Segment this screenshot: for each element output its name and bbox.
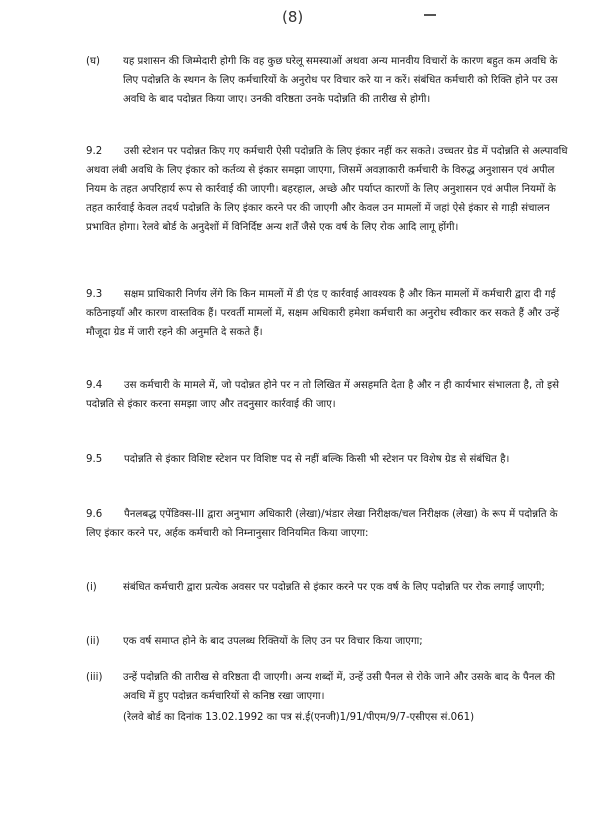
paragraph-number: 9.6 [86,509,103,520]
paragraph-text: सक्षम प्राधिकारी निर्णय लेंगे कि किन मामलों में डी एंड ए कार्रवाई आवश्यक है और किन मामलों में कर्मचारी द्वारा दी गई कठिनाइयाँ और कारण वास्तविक हैं। परवर्ती मामलों में, सक्षम अधिकारी हमेशा कर्मचारी का अनुरोध स्वीकार कर सकते हैं और उन्हें मौजूदा ग्रेड में जारी रहने की अनुमति दे सकते हैं। [86,289,560,338]
paragraph-text: उसी स्टेशन पर पदोन्नत किए गए कर्मचारी ऐसी पदोन्नति के लिए इंकार नहीं कर सकते। उच्चतर ग्रेड में पदोन्नति से अल्पावधि अथवा लंबी अवधि के लिए इंकार को कर्तव्य से इंकार समझा जाएगा, जिसमें अवज्ञाकारी कर्मचारी के विरुद्ध अनुशासन एवं अपील नियम के तहत अपरिहार्य रूप से कार्रवाई की जाएगी। बहरहाल, अच्छे और पर्याप्त कारणों के लिए अनुशासन एवं अपील नियमों के तहत कार्रवाई केवल तदर्थ पदोन्नति के लिए इंकार करने पर की जाएगी और केवल उन मामलों में जहां ऐसे इंकार से गाड़ी संचालन प्रभावित होगा। रेलवे बोर्ड के अनुदेशों में विनिर्दिष्ट अन्य शर्तें जैसे एक वर्ष के लिए रोक आदि लागू होंगी। [86,146,568,233]
list-item-label: (i) [86,582,97,593]
paragraph-number: 9.4 [86,380,103,391]
list-item-label: (ii) [86,636,100,647]
list-item-text: एक वर्ष समाप्त होने के बाद उपलब्ध रिक्तियों के लिए उन पर विचार किया जाएगा; [123,636,423,647]
paragraph-text: पैनलबद्ध एपेंडिक्स-III द्वारा अनुभाग अधिकारी (लेखा)/भंडार लेखा निरीक्षक/चल निरीक्षक (लेखा) के रूप में पदोन्नति के लिए इंकार करने पर, अर्हक कर्मचारी को निम्नानुसार विनियमित किया जाएगा: [86,509,558,539]
paragraph-number: 9.3 [86,289,103,300]
page-number: (8) [282,8,304,26]
list-item-i [86,578,564,597]
list-item-text: संबंधित कर्मचारी द्वारा प्रत्येक अवसर पर पदोन्नति से इंकार करने पर एक वर्ष के लिए पदोन्नति पर रोक लगाई जाएगी; [123,582,545,593]
paragraph-text: पदोन्नति से इंकार विशिष्ट स्टेशन पर विशिष्ट पद से नहीं बल्कि किसी भी स्टेशन पर विशेष ग्रेड से संबंधित है। [124,454,510,465]
paragraph-9-2 [86,142,568,237]
paragraph-text: यह प्रशासन की जिम्मेदारी होगी कि वह कुछ घरेलू समस्याओं अथवा अन्य मानवीय विचारों के कारण बहुत कम अवधि के लिए पदोन्नति के स्थगन के लिए कर्मचारियों के अनुरोध पर विचार करे या न करें। संबंधित कर्मचारी को रिक्ति होने पर उस अवधि के बाद पदोन्नत किया जाए। उनकी वरिष्ठता उनके पदोन्नति की तारीख से होगी। [123,56,558,105]
list-item-iii [86,668,564,727]
paragraph-text: उस कर्मचारी के मामले में, जो पदोन्नत होने पर न तो लिखित में असहमति देता है और न ही कार्यभार संभालता है, तो इसे पदोन्नति से इंकार करना समझा जाए और तदनुसार कार्रवाई की जाए। [86,380,560,410]
paragraph-9-6 [86,505,568,543]
list-item-label: (iii) [86,672,103,683]
paragraph-9-3 [86,285,568,342]
paragraph-number: 9.2 [86,146,103,157]
paragraph-9-4 [86,376,568,414]
paragraph-gha [86,52,564,109]
list-item-ii [86,632,564,651]
margin-mark [424,14,436,16]
paragraph-label: (घ) [86,56,100,67]
paragraph-number: 9.5 [86,454,103,465]
board-letter-reference: (रेलवे बोर्ड का दिनांक 13.02.1992 का पत्र सं.ई(एनजी)1/91/पीएम/9/7-एसीएस सं.061) [123,712,475,723]
paragraph-9-5 [86,450,568,469]
list-item-text: उन्हें पदोन्नति की तारीख से वरिष्ठता दी जाएगी। अन्य शब्दों में, उन्हें उसी पैनल से रोके जाने और उसके बाद के पैनल की अवधि में हुए पदोन्नत कर्मचारियों से कनिष्ठ रखा जाएगा। [123,672,555,702]
